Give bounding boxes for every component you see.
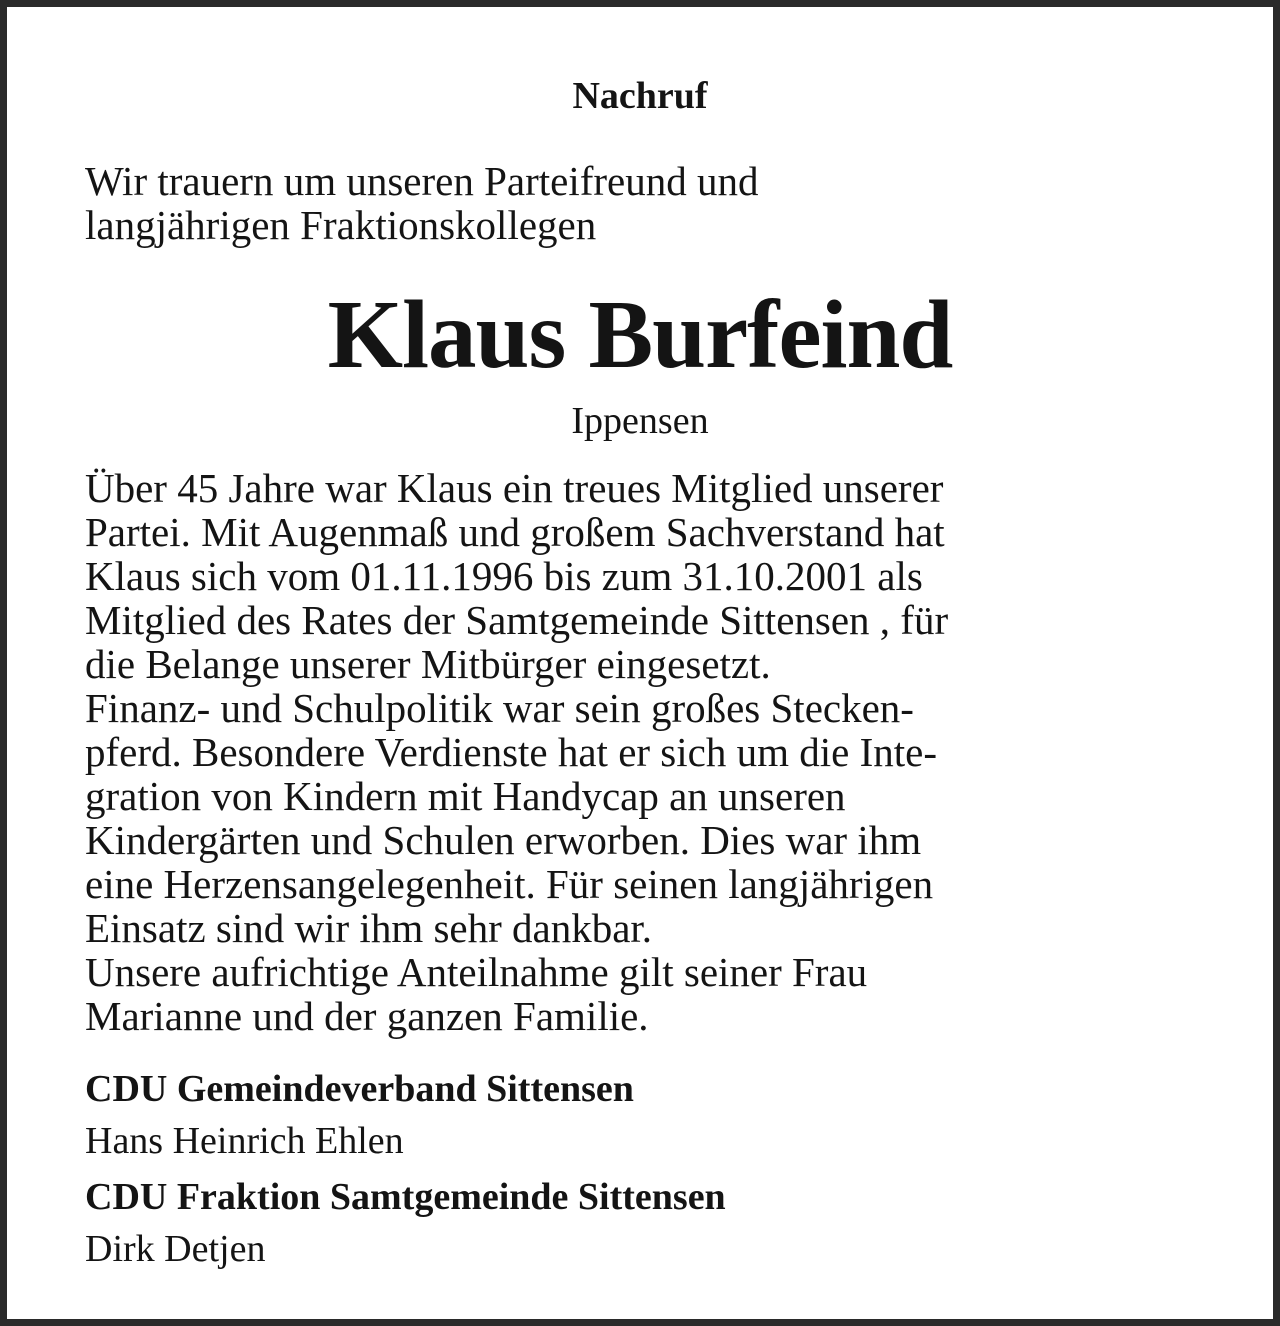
body-line: Finanz- und Schulpolitik war sein großes Stecken- bbox=[85, 685, 914, 731]
body-line: Mitglied des Rates der Samtgemeinde Sittensen , für bbox=[85, 597, 949, 643]
body-line: gration von Kindern mit Handycap an unseren bbox=[85, 773, 846, 819]
deceased-name: Klaus Burfeind bbox=[327, 281, 953, 388]
signatory-organization: CDU Fraktion Samtgemeinde Sittensen bbox=[85, 1176, 726, 1218]
body-line: pferd. Besondere Verdienste hat er sich um die Inte- bbox=[85, 729, 937, 775]
body-line: eine Herzensangelegenheit. Für seinen langjährigen bbox=[85, 861, 934, 907]
body-line: Klaus sich vom 01.11.1996 bis zum 31.10.2001 als bbox=[85, 553, 923, 599]
deceased-place: Ippensen bbox=[571, 400, 709, 442]
intro-line: Wir trauern um unseren Parteifreund und bbox=[85, 158, 759, 204]
body-line: Über 45 Jahre war Klaus ein treues Mitglied unserer bbox=[85, 465, 944, 511]
signatory-person: Hans Heinrich Ehlen bbox=[85, 1120, 404, 1162]
intro-line: langjährigen Fraktionskollegen bbox=[85, 202, 597, 248]
signatory-person: Dirk Detjen bbox=[85, 1228, 266, 1270]
body-line: die Belange unserer Mitbürger eingesetzt. bbox=[85, 641, 771, 687]
body-line: Marianne und der ganzen Familie. bbox=[85, 993, 649, 1039]
body-line: Einsatz sind wir ihm sehr dankbar. bbox=[85, 905, 653, 951]
body-line: Kindergärten und Schulen erworben. Dies war ihm bbox=[85, 817, 922, 863]
signatory-organization: CDU Gemeindeverband Sittensen bbox=[85, 1068, 634, 1110]
notice-heading: Nachruf bbox=[572, 75, 708, 117]
body-line: Unsere aufrichtige Anteilnahme gilt seiner Frau bbox=[85, 949, 868, 995]
body-line: Partei. Mit Augenmaß und großem Sachverstand hat bbox=[85, 509, 945, 555]
